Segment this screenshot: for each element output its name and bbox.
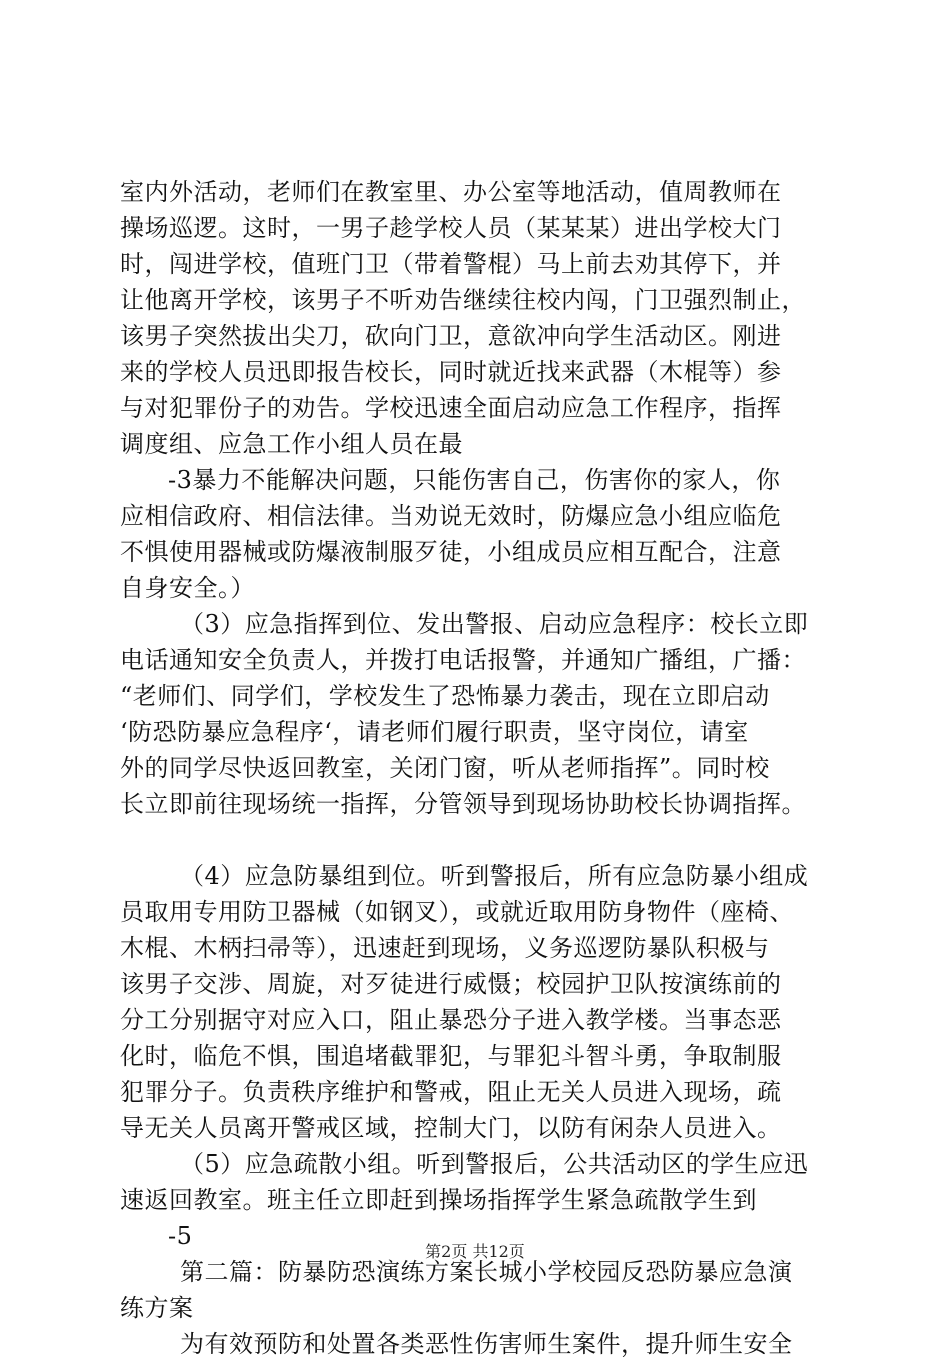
text-line: （3）应急指挥到位、发出警报、启动应急程序：校长立即 — [180, 610, 809, 638]
text-line: -3暴力不能解决问题，只能伤害自己，伤害你的家人，你 — [168, 466, 781, 494]
text-line: 分工分别据守对应入口，阻止暴恐分子进入教学楼。当事态恶 — [120, 1006, 782, 1034]
text-line: 该男子交涉、周旋，对歹徒进行威慑；校园护卫队按演练前的 — [120, 970, 782, 998]
text-line: 导无关人员离开警戒区域，控制大门，以防有闲杂人员进入。 — [120, 1114, 782, 1142]
text-line: 不惧使用器械或防爆液制服歹徒，小组成员应相互配合，注意 — [120, 538, 782, 566]
text-line: 时，闯进学校，值班门卫（带着警棍）马上前去劝其停下，并 — [120, 250, 782, 278]
text-line: 与对犯罪份子的劝告。学校迅速全面启动应急工作程序，指挥 — [120, 394, 782, 422]
section-heading: 第二篇：防暴防恐演练方案长城小学校园反恐防暴应急演 — [180, 1258, 793, 1286]
text-line: 该男子突然拔出尖刀，砍向门卫，意欲冲向学生活动区。刚进 — [120, 322, 782, 350]
text-line: 电话通知安全负责人，并拨打电话报警，并通知广播组，广播： — [120, 646, 806, 674]
text-line: 员取用专用防卫器械（如钢叉），或就近取用防身物件（座椅、 — [120, 898, 794, 926]
text-line: 应相信政府、相信法律。当劝说无效时，防爆应急小组应临危 — [120, 502, 782, 530]
section-heading-continued: 练方案 — [120, 1294, 194, 1322]
text-line: 长立即前往现场统一指挥，分管领导到现场协助校长协调指挥。 — [120, 790, 806, 818]
text-line: 犯罪分子。负责秩序维护和警戒，阻止无关人员进入现场，疏 — [120, 1078, 782, 1106]
page-marker: -5 — [168, 1222, 193, 1250]
page-footer: 第2页 共12页 — [425, 1242, 525, 1261]
text-line: 速返回教室。班主任立即赶到操场指挥学生紧急疏散学生到 — [120, 1186, 757, 1214]
text-line: 自身安全。） — [120, 574, 255, 602]
text-line: ‘防恐防暴应急程序‘，请老师们履行职责，坚守岗位，请室 — [120, 718, 749, 746]
text-line: 为有效预防和处置各类恶性伤害师生案件，提升师生安全 — [180, 1330, 793, 1358]
text-line: “老师们、同学们，学校发生了恐怖暴力袭击，现在立即启动 — [120, 682, 770, 710]
text-line: （5）应急疏散小组。听到警报后，公共活动区的学生应迅 — [180, 1150, 809, 1178]
text-line: 让他离开学校，该男子不听劝告继续往校内闯，门卫强烈制止， — [120, 286, 806, 314]
text-line: 化时，临危不惧，围追堵截罪犯，与罪犯斗智斗勇，争取制服 — [120, 1042, 782, 1070]
text-line: 室内外活动，老师们在教室里、办公室等地活动，值周教师在 — [120, 178, 782, 206]
text-line: 来的学校人员迅即报告校长，同时就近找来武器（木棍等）参 — [120, 358, 782, 386]
text-line: （4）应急防暴组到位。听到警报后，所有应急防暴小组成 — [180, 862, 809, 890]
text-line: 调度组、应急工作小组人员在最 — [120, 430, 463, 458]
paragraph-gap — [120, 822, 840, 858]
text-line: 木棍、木柄扫帚等），迅速赶到现场，义务巡逻防暴队积极与 — [120, 934, 770, 962]
text-line: 操场巡逻。这时，一男子趁学校人员（某某某）进出学校大门 — [120, 214, 782, 242]
text-line: 外的同学尽快返回教室，关闭门窗，听从老师指挥”。同时校 — [120, 754, 770, 782]
body-text — [120, 174, 840, 1362]
